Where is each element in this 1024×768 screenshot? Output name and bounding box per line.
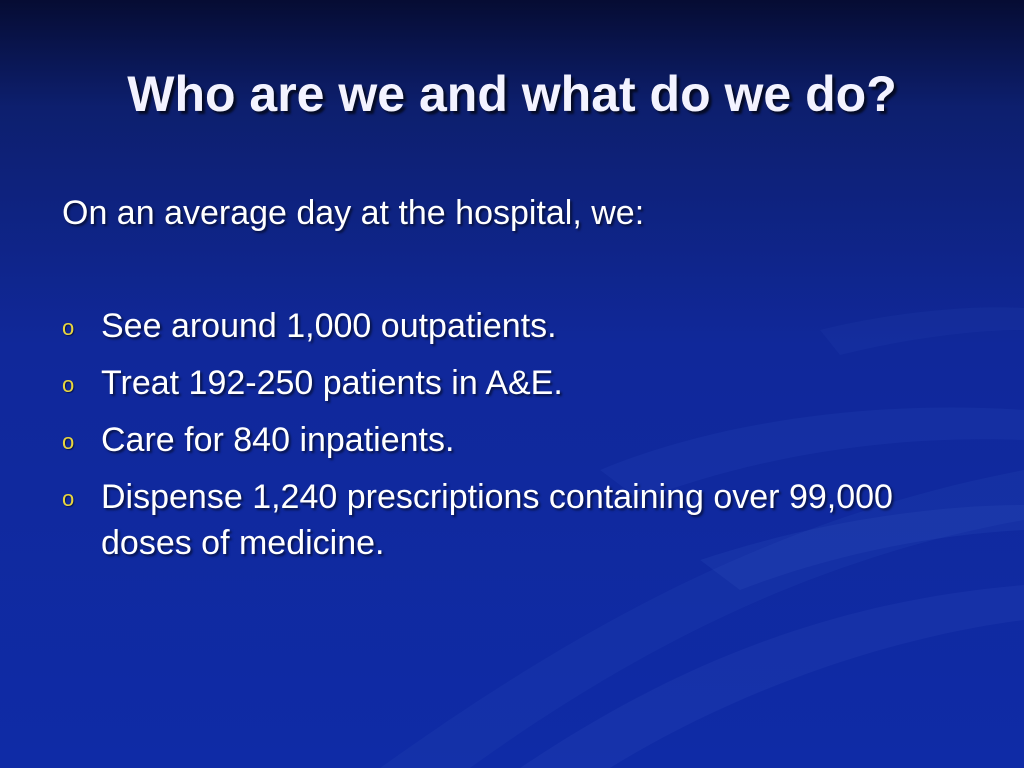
bullet-text: Dispense 1,240 prescriptions containing over 99,000 doses of medicine. bbox=[101, 478, 893, 562]
bullet-text: Care for 840 inpatients. bbox=[101, 421, 455, 459]
intro-text: On an average day at the hospital, we: bbox=[62, 194, 645, 232]
bullet-marker-icon: o bbox=[62, 315, 75, 340]
bullet-marker-icon: o bbox=[62, 486, 75, 511]
bullet-text: See around 1,000 outpatients. bbox=[101, 307, 557, 345]
bullet-item-prescriptions bbox=[62, 474, 962, 566]
bullet-text: Treat 192-250 patients in A&E. bbox=[101, 364, 563, 402]
bullet-marker-icon: o bbox=[62, 372, 75, 397]
bullet-list bbox=[62, 303, 962, 577]
bullet-marker-icon: o bbox=[62, 429, 75, 454]
bullet-item-outpatients bbox=[62, 303, 962, 349]
bullet-item-ae-patients bbox=[62, 360, 962, 406]
bullet-item-inpatients bbox=[62, 417, 962, 463]
slide-title: Who are we and what do we do? bbox=[127, 66, 897, 122]
